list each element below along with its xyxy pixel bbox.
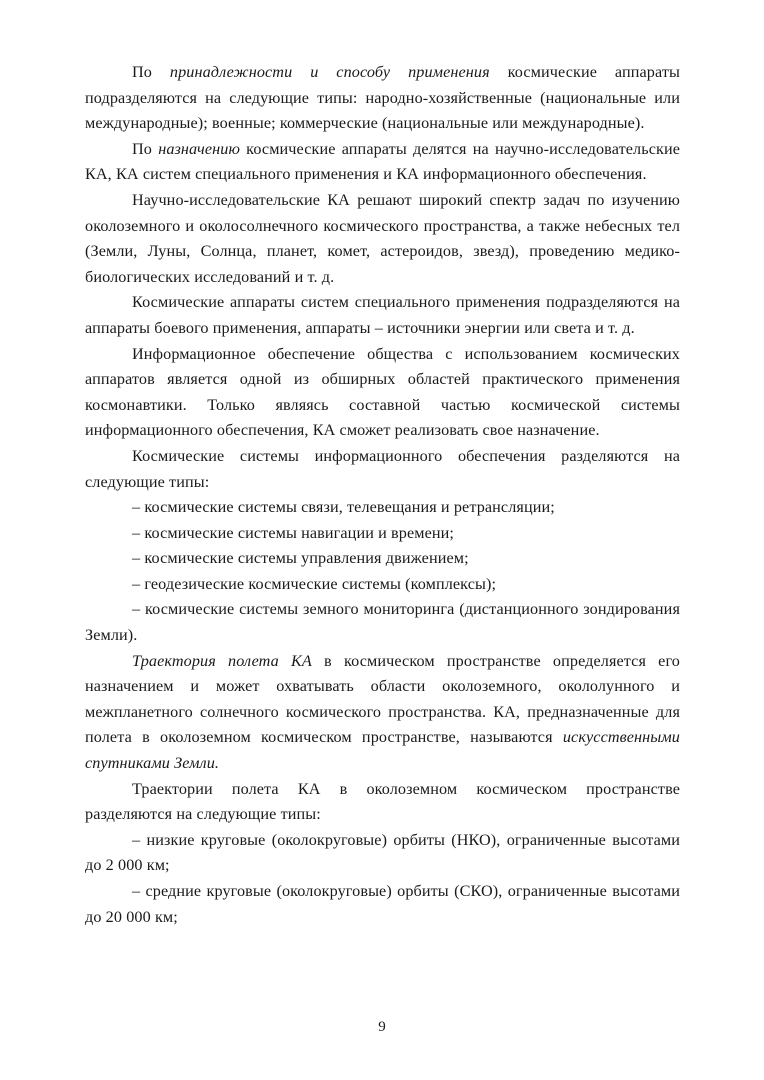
- list-item: [85, 521, 680, 547]
- text-run: Информационное обеспечение общества с использованием космических аппаратов является одной из обширных областей практического применения космонавтики. Только являясь составной частью космической системы информационного обеспечения, КА сможет реализовать свое назначение.: [85, 344, 680, 440]
- italic-text-run: Траектория полета КА: [132, 651, 312, 670]
- paragraph: [85, 649, 680, 777]
- italic-text-run: назначению: [158, 139, 240, 158]
- paragraph: [85, 444, 680, 495]
- text-run: – средние круговые (околокруговые) орбиты (СКО), ограниченные высотами до 20 000 км;: [85, 882, 680, 926]
- list-item: [85, 546, 680, 572]
- text-run: По: [132, 139, 159, 158]
- list-item: [85, 828, 680, 879]
- list-item: [85, 495, 680, 521]
- text-run: По: [132, 63, 170, 81]
- paragraph: [85, 290, 680, 341]
- text-run: – космические системы управления движением;: [132, 549, 469, 568]
- paragraph: [85, 777, 680, 828]
- text-run: Научно-исследовательские КА решают широкий спектр задач по изучению околоземного и околосолнечного космического пространства, а также небесных тел (Земли, Луны, Солнца, планет, комет, астероидов, звезд), проведению медико-биологических исследований и т. д.: [85, 190, 680, 286]
- text-run: Космические системы информационного обеспечения разделяются на следующие типы:: [85, 446, 680, 491]
- list-item: [85, 597, 680, 648]
- text-run: – геодезические космические системы (комплексы);: [132, 574, 497, 593]
- list-item: [85, 572, 680, 598]
- paragraph: [85, 342, 680, 444]
- text-run: Космические аппараты систем специального применения подразделяются на аппараты боевого применения, аппараты – источники энергии или света и т. д.: [85, 293, 680, 337]
- list-item: [85, 879, 680, 930]
- text-run: космические аппараты подразделяются на следующие типы: народно-хозяйственные (национальные или международные); военные; коммерческие (национальные или международные).: [85, 63, 681, 133]
- document-body: [85, 60, 680, 930]
- text-run: – низкие круговые (околокруговые) орбиты (НКО), ограниченные высотами до 2 000 км;: [85, 830, 680, 875]
- italic-text-run: искусственными спутниками Земли.: [85, 728, 680, 773]
- text-run: космические аппараты делятся на научно-исследовательские КА, КА систем специального применения и КА информационного обеспечения.: [85, 139, 680, 184]
- italic-text-run: принадлежности и способу применения: [169, 63, 490, 81]
- text-run: – космические системы навигации и времени;: [132, 523, 454, 542]
- text-run: – космические системы связи, телевещания и ретрансляции;: [132, 498, 555, 517]
- text-run: Траектории полета КА в околоземном космическом пространстве разделяются на следующие типы:: [85, 779, 680, 824]
- page-number: 9: [378, 1019, 386, 1035]
- paragraph: [85, 188, 680, 290]
- text-run: в космическом пространстве определяется его назначением и может охватывать области околоземного, окололунного и межпланетного солнечного космического пространства. КА, предназначенные для полета в околоземном космическом пространстве, называются: [85, 651, 680, 747]
- text-run: – космические системы земного мониторинга (дистанционного зондирования Земли).: [85, 600, 680, 645]
- paragraph: [85, 60, 680, 137]
- paragraph: [85, 137, 680, 188]
